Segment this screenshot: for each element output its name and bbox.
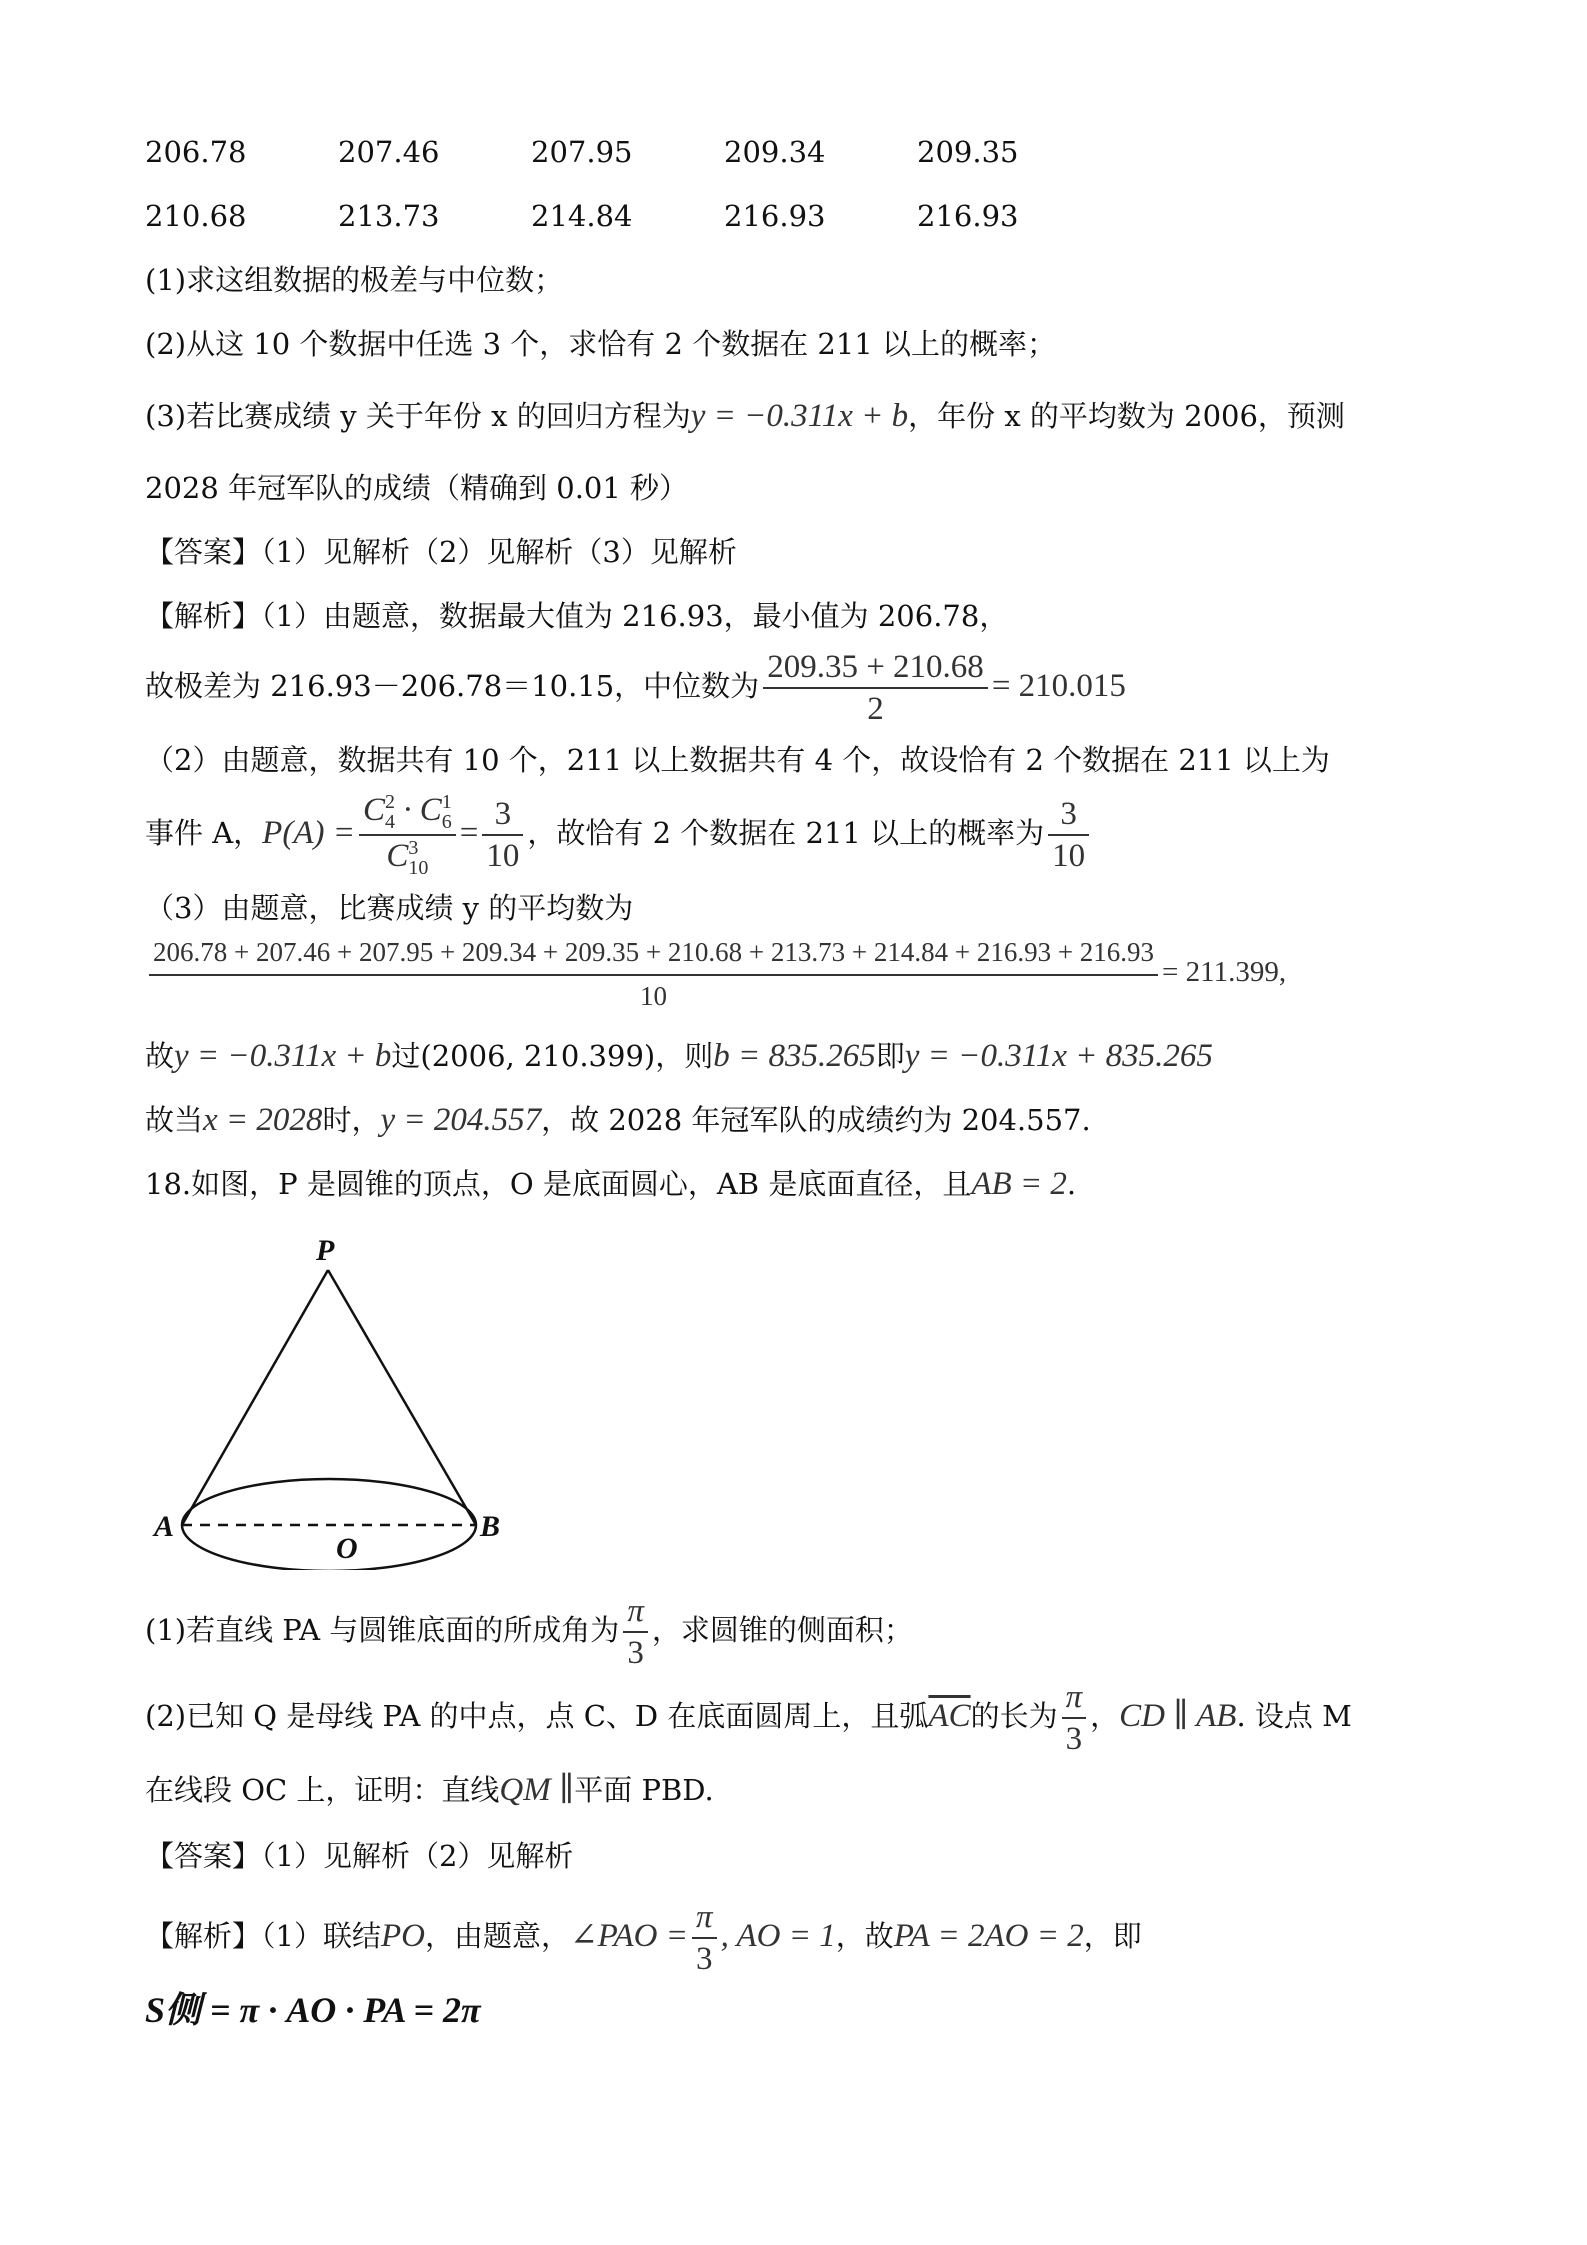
denominator: 10 — [640, 981, 668, 1011]
qm-parallel: QM ∥ — [499, 1772, 575, 1808]
data-cell: 206.78 — [145, 135, 247, 169]
text: 故 — [145, 1039, 175, 1073]
text: (1)若直线 PA 与圆锥底面的所成角为 — [145, 1613, 620, 1647]
prob-label: P(A) = — [262, 815, 355, 851]
cone-diagram — [140, 1220, 520, 1570]
data-cell: 209.34 — [724, 135, 826, 169]
data-cell: 207.46 — [338, 135, 440, 169]
prob-fraction — [482, 796, 523, 874]
numerator: $C^2_4 \cdot C^1_6$ — [359, 792, 456, 836]
parallel-cd-ab: CD ∥ AB — [1119, 1698, 1237, 1734]
arc-ac: $\overline{AC}$ — [928, 1698, 971, 1734]
text: ，年份 x 的平均数为 2006，预测 — [908, 399, 1345, 433]
median-fraction — [763, 649, 988, 727]
angle-pao: ∠PAO = — [569, 1918, 689, 1954]
label-a: A — [154, 1510, 175, 1543]
q17-part3-line1 — [145, 396, 1345, 436]
denominator: 10 — [1052, 838, 1086, 874]
denominator: 2 — [867, 691, 884, 727]
cone-edge-pa — [182, 1270, 328, 1525]
data-row-2 — [145, 196, 1245, 236]
label-b: B — [480, 1510, 501, 1543]
q18-part2-line2 — [145, 1770, 714, 1810]
arc-length-fraction — [1062, 1679, 1087, 1757]
denominator: 10 — [486, 838, 520, 874]
numerator: π — [1062, 1679, 1087, 1719]
data-row-1 — [145, 132, 1245, 172]
text: ，即 — [1083, 1919, 1142, 1953]
q17-solution-8 — [145, 1100, 1091, 1140]
denominator: 3 — [696, 1941, 713, 1977]
prob-fraction-final — [1048, 796, 1089, 874]
b-value: b = 835.265 — [713, 1038, 876, 1074]
text: 时， — [322, 1103, 381, 1137]
text: ，故恰有 2 个数据在 211 以上的概率为 — [527, 816, 1045, 850]
text: 平面 PBD. — [574, 1773, 714, 1807]
q17-solution-2 — [145, 648, 1126, 727]
text: 18.如图，P 是圆锥的顶点，O 是底面圆心，AB 是底面直径，且 — [145, 1167, 972, 1201]
q17-solution-1: 【解析】（1）由题意，数据最大值为 216.93，最小值为 206.78， — [145, 599, 1009, 633]
lateral-area-formula: S侧 = π · AO · PA = 2π — [145, 1990, 481, 2030]
text: ，由题意， — [424, 1919, 570, 1953]
q17-solution-7 — [145, 1036, 1213, 1076]
equation: y = −0.311x + b — [174, 1038, 392, 1074]
text: ，故 2028 年冠军队的成绩约为 204.557. — [541, 1103, 1091, 1137]
q17-part1: (1)求这组数据的极差与中位数； — [145, 263, 564, 297]
data-cell: 216.93 — [917, 199, 1019, 233]
label-o: O — [336, 1532, 358, 1565]
q17-solution-3: （2）由题意，数据共有 10 个，211 以上数据共有 4 个，故设恰有 2 个数据在 211 以上为 — [145, 743, 1330, 777]
text: . — [1066, 1167, 1077, 1201]
text: 【解析】（1）联结 — [145, 1919, 381, 1953]
numerator: 3 — [482, 796, 523, 836]
pa-value: PA = 2AO = 2 — [893, 1918, 1084, 1954]
q17-solution-6 — [145, 934, 1286, 1014]
q18-title — [145, 1164, 1076, 1204]
po-segment: PO — [380, 1918, 425, 1954]
q17-part3-line2: 2028 年冠军队的成绩（精确到 0.01 秒） — [145, 471, 689, 505]
q17-solution-4 — [145, 792, 1093, 878]
text: ，故 — [835, 1919, 894, 1953]
x-value: x = 2028 — [203, 1102, 323, 1138]
q17-answer: 【答案】（1）见解析（2）见解析（3）见解析 — [145, 535, 737, 569]
text: . 设点 M — [1236, 1699, 1352, 1733]
data-cell: 210.68 — [145, 199, 247, 233]
denominator: 3 — [1065, 1721, 1083, 1757]
label-p: P — [316, 1234, 335, 1267]
numerator: 206.78 + 207.46 + 207.95 + 209.34 + 209.35 + 210.68 + 213.73 + 214.84 + 216.93 + 216.93 — [149, 934, 1158, 976]
data-cell: 216.93 — [724, 199, 826, 233]
text: (3)若比赛成绩 y 关于年份 x 的回归方程为 — [145, 399, 691, 433]
angle-fraction — [692, 1899, 717, 1977]
numerator: π — [692, 1899, 717, 1939]
y-value: y = 204.557 — [380, 1102, 542, 1138]
q18-part2-line1 — [145, 1676, 1352, 1757]
regression-equation: y = −0.311x + b — [690, 398, 909, 434]
ao-value: , AO = 1 — [720, 1918, 836, 1954]
combination-fraction — [359, 792, 456, 878]
data-cell: 209.35 — [917, 135, 1019, 169]
text: 在线段 OC 上，证明：直线 — [145, 1773, 500, 1807]
text: 故当 — [145, 1103, 204, 1137]
numerator: 209.35 + 210.68 — [763, 649, 988, 689]
cone-edge-pb — [328, 1270, 476, 1525]
equals: = — [459, 815, 479, 851]
q18-solution-1 — [145, 1896, 1142, 1977]
data-cell: 214.84 — [531, 199, 633, 233]
final-equation: y = −0.311x + 835.265 — [904, 1038, 1213, 1074]
pi-over-3-fraction — [623, 1593, 648, 1671]
numerator: 3 — [1048, 796, 1089, 836]
q18-answer: 【答案】（1）见解析（2）见解析 — [145, 1839, 574, 1873]
median-result: = 210.015 — [991, 668, 1126, 704]
data-cell: 207.95 — [531, 135, 633, 169]
q18-part1 — [145, 1590, 913, 1671]
denominator: $C^3_{10}$ — [386, 837, 429, 879]
mean-fraction — [149, 934, 1158, 1014]
data-cell: 213.73 — [338, 199, 440, 233]
text: 故极差为 216.93－206.78＝10.15，中位数为 — [145, 669, 760, 703]
numerator: π — [623, 1593, 648, 1633]
q17-part2: (2)从这 10 个数据中任选 3 个，求恰有 2 个数据在 211 以上的概率； — [145, 327, 1056, 361]
mean-result: = 211.399, — [1162, 956, 1287, 988]
text: ， — [1090, 1699, 1120, 1733]
text: (2)已知 Q 是母线 PA 的中点，点 C、D 在底面圆周上，且弧 — [145, 1699, 929, 1733]
text: 即 — [875, 1039, 905, 1073]
text: 的长为 — [970, 1699, 1058, 1733]
q17-solution-5: （3）由题意，比赛成绩 y 的平均数为 — [145, 891, 634, 925]
text: 事件 A， — [145, 816, 263, 850]
ab-equation: AB = 2 — [971, 1166, 1067, 1202]
denominator: 3 — [627, 1635, 644, 1671]
text: ，求圆锥的侧面积； — [651, 1613, 913, 1647]
text: 过(2006, 210.399)，则 — [391, 1039, 714, 1073]
